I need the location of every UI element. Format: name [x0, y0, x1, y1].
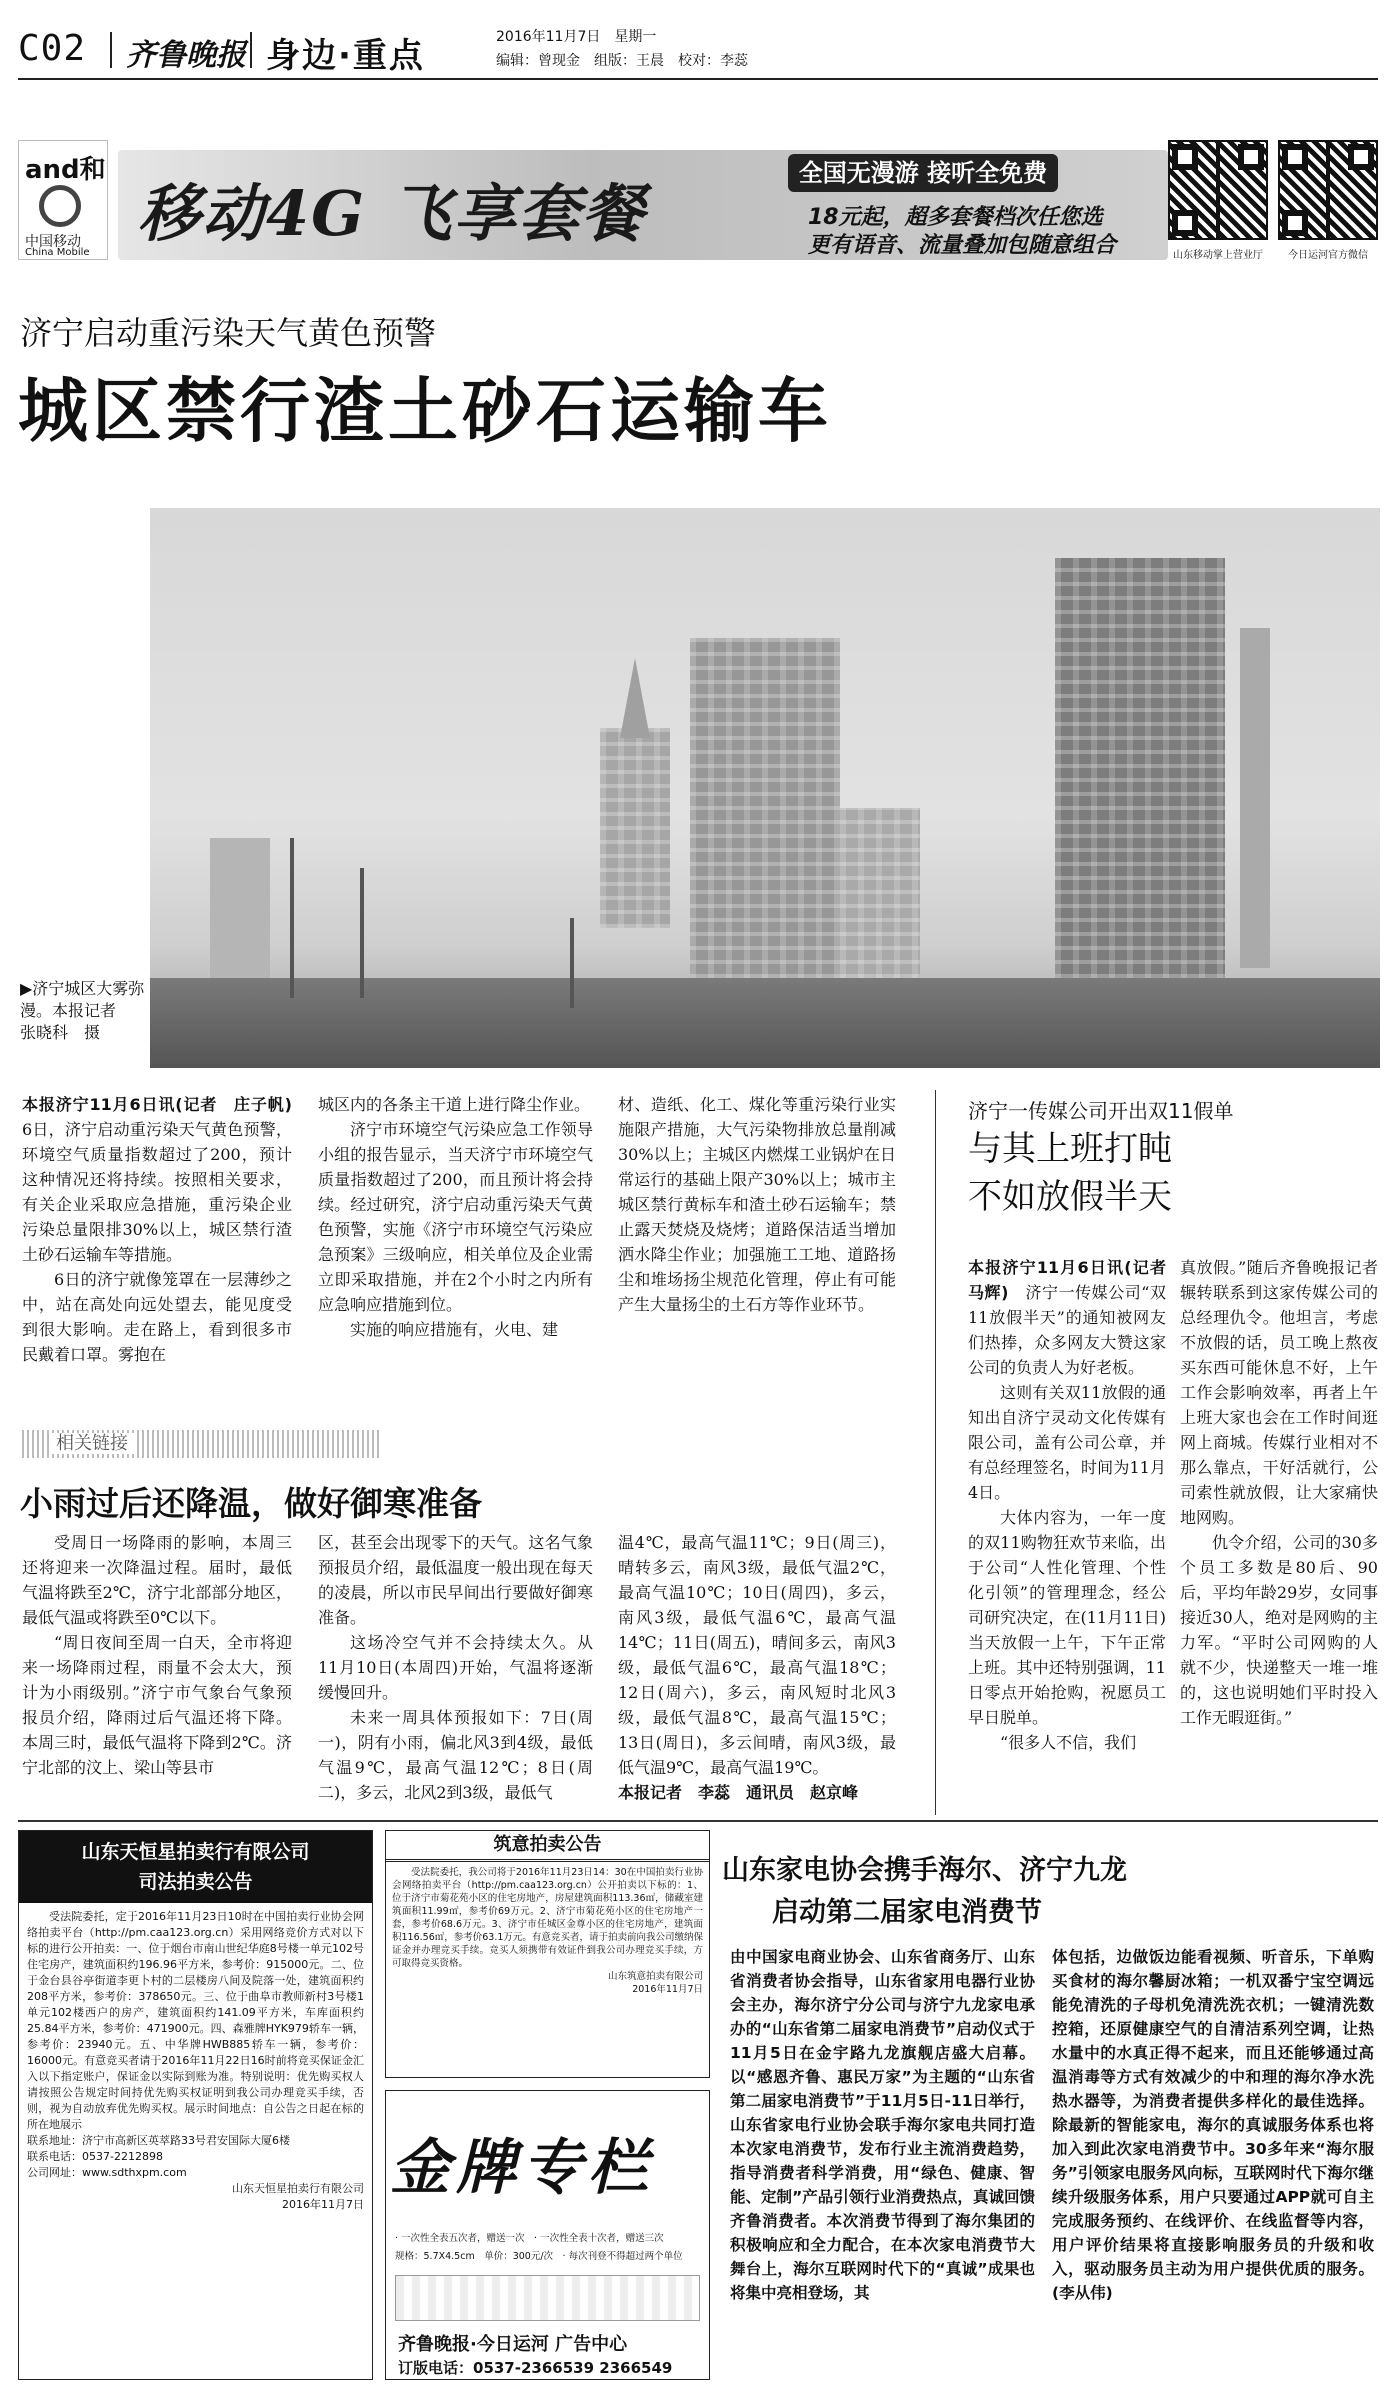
sidebar-headline-line: 与其上班打盹 [968, 1129, 1172, 1169]
sign-date: 2016年11月7日 [282, 2198, 364, 2211]
paragraph: 这场冷空气并不会持续太久。从11月10日(本周四)开始，气温将逐渐缓慢回升。 [318, 1633, 593, 1702]
contact-address: 联系地址：济宁市高新区英萃路33号君安国际大厦6楼 [27, 2134, 290, 2147]
sign-date: 2016年11月7日 [632, 1984, 703, 1995]
main-story-col3 [618, 1092, 896, 1317]
paragraph: 济宁市环境空气污染应急工作领导小组的报告显示，当天济宁市环境空气质量指数超过了200，而且预计将会持续。经过研究，济宁启动重污染天气黄色预警，实施《济宁市环境空气污染应急预案》三级响应，相关单位及企业需立即采取措施，并在2个小时之内所有应急响应措施到位。 [318, 1120, 593, 1314]
china-mobile-logo [18, 140, 108, 260]
company-website[interactable]: 公司网址：www.sdthxpm.com [27, 2166, 187, 2179]
sidebar-headline-line: 不如放假半天 [968, 1177, 1172, 1217]
street-lamp [290, 838, 294, 998]
qr-code-icon[interactable] [1168, 140, 1268, 240]
appliance-col1: 由中国家电商业协会、山东省商务厅、山东省消费者协会指导，山东省家用电器行业协会主办，海尔济宁分公司与济宁九龙家电承办的“山东省第二届家电消费节”启动仪式于11月5日在金宇路九龙旗舰店盛大启幕。以“感恩齐鲁、惠民万家”为主题的“山东省第二届家电消费节”于11月5日-11日举行，山东省家电行业协会联手海尔家电共同打造本次家电消费节，发布行业主流消费趋势，指导消费者科学消费，用“绿色、健康、智能、定制”产品引领行业消费热点，真诚回馈齐鲁消费者。本次消费节得到了海尔集团的积极响应和全力配合，在本次家电消费节大舞台上，海尔互联网时代下的“真诚”成果也将集中亮相登场，其 [730, 1948, 1035, 2302]
auction2-title: 筑意拍卖公告 [386, 1831, 709, 1862]
sign-company: 山东天恒星拍卖行有限公司 [232, 2182, 364, 2195]
building-shape [210, 838, 270, 988]
main-story-col1 [22, 1092, 292, 1367]
logo-english-name: China Mobile [25, 247, 90, 258]
dateline: 本报济宁11月6日讯(记者 庄子帆) [22, 1095, 292, 1114]
ad-title: 移动4G 飞享套餐 [138, 177, 646, 250]
qr-caption: 山东移动掌上营业厅 [1173, 250, 1263, 261]
paragraph: 这则有关双11放假的通知出自济宁灵动文化传媒有限公司，盖有公司公章，并有总经理签名，时间为11月4日。 [968, 1383, 1166, 1502]
ad-fine-print: 规格：5.7X4.5cm 单价：300元/次 · 每次刊登不得超过两个单位 [395, 2251, 683, 2262]
paragraph: 受法院委托，我公司将于2016年11月23日14：30在中国拍卖行业协会网络拍卖平台（http://pm.caa123.org.cn）公开拍卖以下标的：1、位于济宁市菊花苑小区的住宅房地产，房屋建筑面积113.36㎡，储藏室建筑面积11.99㎡，参考价69万元。2、济宁市菊花苑小区的住宅房地产一套，参考价68.6万元。3、济宁市任城区金尊小区的住宅房地产，建筑面积116.56㎡，参考价63.1万元。有意竞买者，请于拍卖前向我公司缴纳保证金并办理竞买手续。竞买人须携带有效证件到我公司办理竞买手续，方可取得竞买资格。 [392, 1867, 703, 1969]
ad-placeholder-box [395, 2275, 700, 2321]
auction-title: 司法拍卖公告 [19, 1867, 372, 1903]
street-lamp [360, 868, 364, 998]
auction2-body [386, 1862, 709, 2000]
appliance-subheadline: 启动第二届家电消费节 [772, 1897, 1042, 1928]
main-story-col2 [318, 1092, 593, 1342]
building-shape [1240, 628, 1270, 968]
sidebar-col2 [1180, 1255, 1378, 1730]
masthead-divider [250, 32, 252, 68]
ad-offer-line: 18元起，超多套餐档次任您选 [808, 205, 1103, 230]
ad-fine-print: · 一次性全表五次者，赠送一次 · 一次性全表十次者，赠送三次 [395, 2233, 664, 2244]
photo-caption: ▶济宁城区大雾弥漫。本报记者 张晓科 摄 [20, 979, 145, 1042]
paragraph: 6日，济宁启动重污染天气黄色预警，环境空气质量指数超过了200，预计这种情况还将持续。按照相关要求，有关企业采取应急措施，重污染企业污染总量限排30%以上，城区禁行渣土砂石运输车等措施。 [22, 1120, 292, 1264]
china-mobile-emblem-icon [39, 185, 81, 227]
paragraph: 济宁一传媒公司“双11放假半天”的通知被网友们热捧，众多网友大赞这家公司的负责人为好老板。 [968, 1283, 1166, 1377]
ad-banner [118, 150, 1168, 260]
sidebar-headline [968, 1125, 1172, 1221]
contact-phone: 联系电话：0537-2212898 [27, 2150, 163, 2163]
page-number: C02 [18, 28, 87, 69]
building-shape [840, 808, 920, 978]
paragraph: 城区内的各条主干道上进行降尘作业。 [318, 1095, 591, 1114]
weather-col1 [22, 1530, 292, 1780]
weather-col2 [318, 1530, 593, 1805]
qr-caption: 今日运河官方微信 [1288, 250, 1368, 261]
issue-date: 2016年11月7日 星期一 [496, 29, 657, 45]
building-shape [1055, 558, 1225, 978]
road [150, 978, 1380, 1068]
column-divider [935, 1090, 936, 1815]
china-mobile-ad[interactable] [18, 130, 1378, 270]
weather-col3 [618, 1530, 896, 1805]
editor-credits: 编辑：曾现金 组版：王晨 校对：李蕊 [496, 53, 748, 69]
building-spire [620, 658, 650, 738]
main-kicker: 济宁启动重污染天气黄色预警 [20, 314, 437, 352]
building-shape [600, 728, 670, 928]
ad-center-phone: 订版电话：0537-2366539 2366549 [398, 2359, 673, 2377]
appliance-col2: 体包括，边做饭边能看视频、听音乐，下单购买食材的海尔馨厨冰箱；一机双番宁宝空调远能免清洗的子母机免清洗洗衣机；一键清洗数控箱，还原健康空气的自清洁系列空调，让热水量中的水真正得不起来，而且还能够通过高温消毒等方式有效减少的中和理的海尔净水洗热水器等，为消费者提供多样化的最佳选择。除最新的智能家电，海尔的真诚服务体系也将加入到此次家电消费节中。30多年来“海尔服务”引领家电服务风向标，互联网时代下海尔继续升级服务体系，用户只要通过APP就可自主完成服务预约、在线评价、在线监督等内容，用户评价结果将直接影响服务员的升级和收入，驱动服务员主动为用户提供优质的服务。(李从伟) [1052, 1948, 1374, 2302]
auction-notice-zhuyi [385, 1830, 710, 2078]
ad-tagline: 全国无漫游 接听全免费 [788, 154, 1058, 192]
auction-notice-tianhengxing [18, 1830, 373, 2380]
newspaper-name: 齐鲁晚报 [126, 38, 246, 73]
paragraph: 区，甚至会出现零下的天气。这名气象预报员介绍，最低温度一般出现在每天的凌晨，所以市民早间出行要做好御寒准备。 [318, 1533, 593, 1627]
paragraph: 受周日一场降雨的影响，本周三还将迎来一次降温过程。届时，最低气温将跌至2℃，济宁北部部分地区，最低气温或将跌至0℃以下。 [22, 1533, 292, 1627]
masthead [18, 22, 1378, 80]
appliance-headline: 山东家电协会携手海尔、济宁九龙 [722, 1855, 1127, 1886]
section-rule [18, 1820, 1378, 1822]
auction-body [19, 1903, 372, 2219]
ad-offer-line: 更有语音、流量叠加包随意组合 [808, 233, 1117, 258]
byline: 本报记者 李蕊 通讯员 赵京峰 [618, 1783, 859, 1802]
smog-city-photo [150, 508, 1380, 1068]
auction-company: 山东天恒星拍卖行有限公司 [19, 1831, 372, 1867]
paragraph: 6日的济宁就像笼罩在一层薄纱之中，站在高处向远处望去，能见度受到很大影响。走在路上，看到很多市民戴着口罩。雾抱在 [22, 1270, 292, 1364]
weather-headline: 小雨过后还降温，做好御寒准备 [20, 1484, 482, 1523]
ad-center-name: 齐鲁晚报·今日运河 广告中心 [398, 2334, 628, 2355]
paragraph: 大体内容为，一年一度的双11购物狂欢节来临，出于公司“人性化管理、个性化引领”的管理理念，经公司研究决定，在(11月11日)当天放假一上午，下午正常上班。其中还特别强调，11日零点开始抢购，祝愿员工早日脱单。 [968, 1508, 1166, 1727]
paragraph: 材、造纸、化工、煤化等重污染行业实施限产措施，大气污染物排放总量削减30%以上；主城区内燃煤工业锅炉在日常运行的基础上限产30%以上；城市主城区禁行黄标车和渣土砂石运输车；禁止露天焚烧及烧烤；道路保洁适当增加洒水降尘作业；加强施工工地、道路扬尘和堆场扬尘规范化管理，停止有可能产生大量扬尘的土石方等作业环节。 [618, 1095, 896, 1314]
paragraph: 未来一周具体预报如下：7日(周一)，阴有小雨，偏北风3到4级，最低气温9℃，最高气温12℃；8日(周二)，多云，北风2到3级，最低气 [318, 1708, 593, 1802]
sidebar-kicker: 济宁一传媒公司开出双11假单 [968, 1099, 1234, 1123]
logo-chinese-name: 中国移动 [25, 234, 81, 250]
masthead-divider [110, 32, 112, 68]
paragraph: 仇令介绍，公司的30多个员工多数是80后、90后，平均年龄29岁，女同事接近30人，绝对是网购的主力军。“平时公司网购的人就不少，快递整天一堆一堆的，这也说明她们平时投入工作无暇逛街。” [1180, 1533, 1378, 1727]
paragraph: 真放假。”随后齐鲁晚报记者辗转联系到这家传媒公司的总经理仇令。他坦言，考虑不放假的话，员工晚上熬夜买东西可能休息不好，上午工作会影响效率，再者上午上班大家也会在工作时间逛网上商城。传媒行业相对不那么靠点，干好活就行，公司索性就放假，让大家痛快地网购。 [1180, 1258, 1378, 1527]
paragraph: 受法院委托，定于2016年11月23日10时在中国拍卖行业协会网络拍卖平台（http://pm.caa123.org.cn）采用网络竞价方式对以下标的进行公开拍卖：一、位于烟台市南山世纪华庭8号楼一单元102号住宅房产，建筑面积约196.96平方米，参考价：915000元。二、位于金台县谷亭街道李更卜村的二层楼房八间及院落一处，建筑面积约208平方米，参考价：378650元。三、位于曲阜市教师新村3号楼1单元102楼西户的房产，建筑面积约141.09平方米，车库面积约25.84平方米，参考价：471900元。四、森雅牌HYK979轿车一辆，参考价：23940元。五、中华牌HWB885轿车一辆，参考价：16000元。有意竞买者请于2016年11月22日16时前将竞买保证金汇入以下指定账户，保证金以实际到账为准。特别说明：优先购买权人请按照公告规定时间持优先购买权证明到我公司办理竞买手续，否则，视为自动放弃优先购买权。展示时间地点：自公告之日起在标的所在地展示 [27, 1910, 364, 2131]
paragraph: “周日夜间至周一白天，全市将迎来一场降雨过程，雨量不会太大，预计为小雨级别。”济宁市气象台气象预报员介绍，降雨过后气温还将下降。本周三时，最低气温将下降到2℃。济宁北部的汶上、梁山等县市 [22, 1633, 292, 1777]
dateline: 本报济宁11月6日讯(记者 马辉) [968, 1258, 1183, 1302]
and-logo-mark: and和 [25, 155, 106, 185]
related-link-label [22, 1430, 382, 1458]
related-link-text: 相关链接 [50, 1433, 134, 1454]
gold-column-title: 金牌专栏 [390, 2133, 654, 2203]
sidebar-col1 [968, 1255, 1183, 1755]
section-name: 身边·重点 [266, 36, 425, 76]
building-shape [690, 638, 840, 978]
paragraph: 温4℃，最高气温11℃；9日(周三)，晴转多云，南风3级，最低气温2℃，最高气温10℃；10日(周四)，多云，南风3级，最低气温6℃，最高气温14℃；11日(周五)，晴间多云，南风3级，最低气温6℃，最高气温18℃；12日(周六)，多云，南风短时北风3级，最低气温8℃，最高气温15℃；13日(周日)，多云间晴，南风3级，最低气温9℃，最高气温19℃。 [618, 1533, 896, 1777]
street-lamp [570, 918, 574, 1008]
paragraph: “很多人不信，我们 [1000, 1733, 1137, 1752]
qr-code-icon[interactable] [1278, 140, 1378, 240]
main-headline: 城区禁行渣土砂石运输车 [18, 369, 832, 452]
paragraph: 实施的响应措施有，火电、建 [350, 1320, 559, 1339]
sign-company: 山东筑意拍卖有限公司 [607, 1971, 703, 1982]
